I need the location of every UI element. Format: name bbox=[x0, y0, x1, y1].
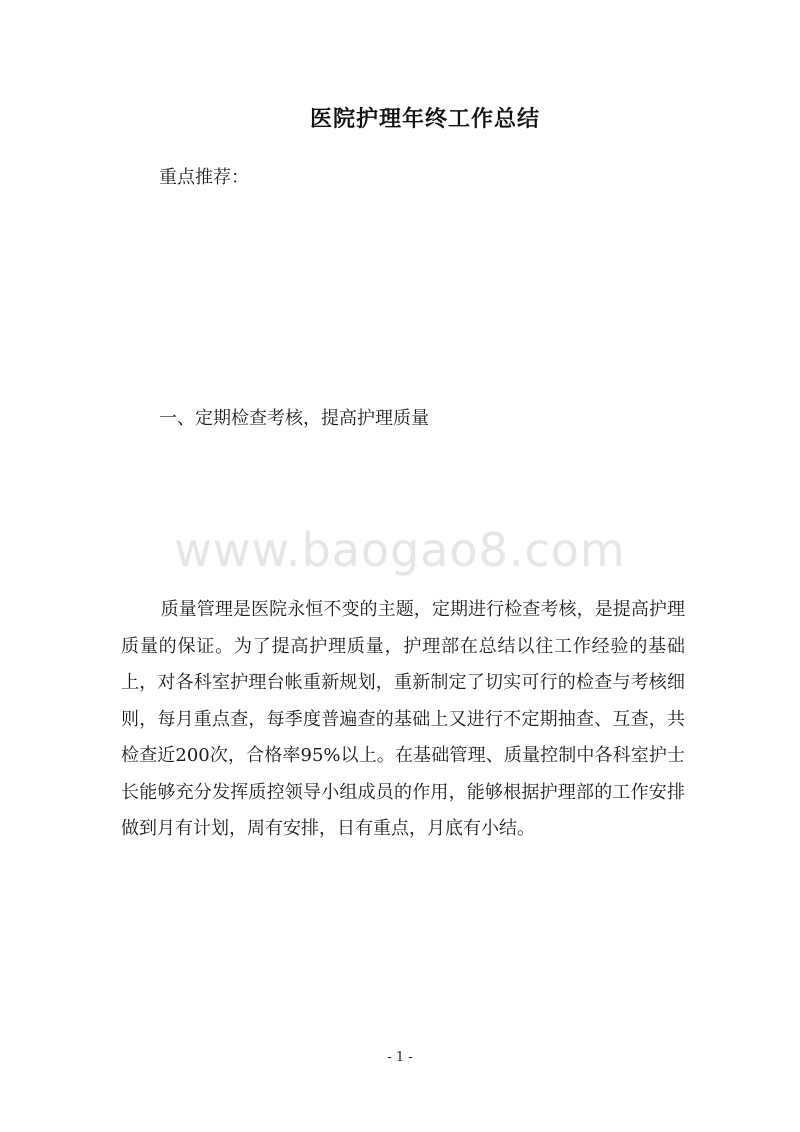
page-number: - 1 - bbox=[387, 1050, 413, 1065]
watermark: www.baogao8.com bbox=[174, 523, 626, 577]
recommend-label: 重点推荐： bbox=[159, 167, 249, 188]
body-paragraph: 质量管理是医院永恒不变的主题，定期进行检查考核，是提高护理质量的保证。为了提高护理质量，护理部在总结以往工作经验的基础上，对各科室护理台帐重新规划，重新制定了切实可行的检查与考核细则，每月重点查，每季度普遍查的基础上又进行不定期抽查、互查，共检查近200次，合格率95%以上。在基础管理、质量控制中各科室护士长能够充分发挥质控领导小组成员的作用，能够根据护理部的工作安排做到月有计划，周有安排，日有重点，月底有小结。 bbox=[121, 599, 685, 839]
document-title: 医院护理年终工作总结 bbox=[309, 107, 540, 132]
section-heading: 一、定期检查考核，提高护理质量 bbox=[159, 408, 429, 429]
